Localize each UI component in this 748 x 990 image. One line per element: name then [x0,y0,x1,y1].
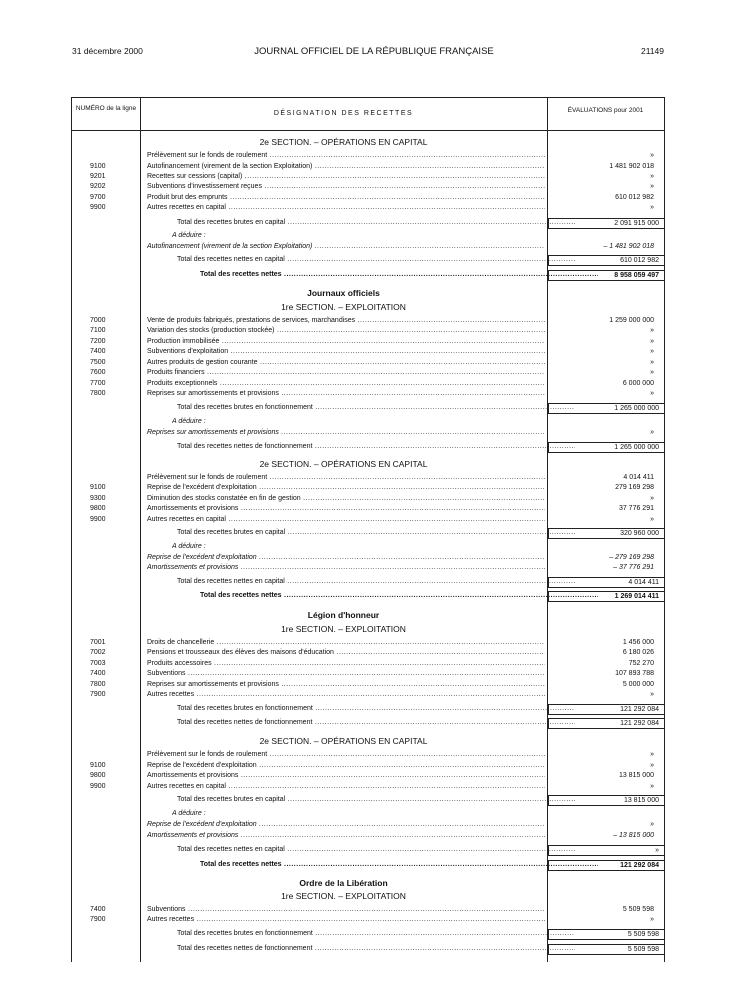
row-label: Subventions ..... [147,905,545,915]
table-row [72,553,664,563]
table-row [72,473,664,483]
line-number: 7003 [90,660,106,667]
row-label: Reprise de l'excédent d'exploitation ..... [147,553,545,563]
line-number: 7800 [90,681,106,688]
budget-title [72,878,664,888]
column-header-number: NUMÉRO de la ligne [75,105,137,112]
row-value: » [650,429,654,436]
row-label: Journaux officiels [307,288,380,298]
row-label: Autofinancement (virement de la section Exploitation) ..... [147,242,545,252]
table-row [72,242,664,252]
table-row [72,358,664,368]
row-value: 2 091 915 000 [548,218,665,229]
table-row [72,379,664,389]
row-label: Amortissements et provisions ..... [147,831,545,841]
row-label: Autres recettes en capital ..... [147,782,545,792]
row-value: » [650,691,654,698]
table-row [72,669,664,679]
header-title: JOURNAL OFFICIEL DE LA RÉPUBLIQUE FRANÇAISE [254,46,494,57]
row-label: Vente de produits fabriqués, prestations de services, marchandises ..... [147,316,545,326]
line-number: 7400 [90,670,106,677]
row-label: Autofinancement (virement de la section Exploitation) ..... [147,162,545,172]
row-value: » [650,916,654,923]
row-label: Total des recettes nettes ..... [200,860,598,870]
row-value: 121 292 084 [548,718,665,729]
row-value: » [650,762,654,769]
line-number: 7000 [90,317,106,324]
total-row [72,944,664,954]
row-label: Diminution des stocks constatée en fin de gestion ..... [147,494,545,504]
row-label: Reprises sur amortissements et provisions ..... [147,680,545,690]
row-label: Variation des stocks (production stockée) ..... [147,326,545,336]
row-label: Total des recettes brutes en fonctionnement ..... [177,403,575,413]
table-row [72,504,664,514]
table-row [72,915,664,925]
row-value: » [650,183,654,190]
row-label: Total des recettes nettes ..... [200,270,598,280]
row-label: Pensions et trousseaux des élèves des maisons d'éducation ..... [147,648,545,658]
row-value: » [650,204,654,211]
row-label: Subventions d'exploitation ..... [147,347,545,357]
row-value: 4 014 411 [623,474,654,481]
table-row [72,542,664,552]
row-label: Total des recettes nettes ..... [200,591,598,601]
row-value: » [650,751,654,758]
line-number: 9100 [90,484,106,491]
row-label: Total des recettes nettes en capital ..... [177,845,575,855]
line-number: 7700 [90,380,106,387]
row-label: Subventions ..... [147,669,545,679]
row-value: 13 815 000 [618,772,654,779]
line-number: 9900 [90,783,106,790]
section-heading [72,302,664,312]
row-label: Total des recettes brutes en fonctionnement ..... [177,704,575,714]
total-row [72,860,664,870]
table-row [72,203,664,213]
row-value: 1 265 000 000 [548,442,665,453]
row-label: Reprise de l'excédent d'exploitation ..... [147,820,545,830]
row-label: Autres recettes en capital ..... [147,515,545,525]
table-row [72,347,664,357]
line-number: 9201 [90,173,106,180]
line-number: 9800 [90,505,106,512]
line-number: 9300 [90,495,106,502]
table-row [72,771,664,781]
row-label: Ordre de la Libération [299,878,388,888]
table-row [72,638,664,648]
line-number: 7400 [90,348,106,355]
line-number: 7100 [90,327,106,334]
total-row [72,718,664,728]
total-row [72,255,664,265]
row-label: Produits accessoires ..... [147,659,545,669]
row-value: 1 259 000 000 [609,317,654,324]
total-row [72,929,664,939]
table-row [72,680,664,690]
table-body [72,98,664,962]
row-value: 1 456 000 [622,639,654,646]
row-value: 1 481 902 018 [609,163,654,170]
row-label: Recettes sur cessions (capital) ..... [147,172,545,182]
total-row [72,795,664,805]
row-value: » [650,783,654,790]
line-number: 7001 [90,639,106,646]
row-label: Autres recettes ..... [147,915,545,925]
total-row [72,218,664,228]
table-row [72,905,664,915]
line-number: 7900 [90,916,106,923]
line-number: 9900 [90,204,106,211]
row-label: 2e SECTION. – OPÉRATIONS EN CAPITAL [259,736,428,746]
row-label: Total des recettes nettes en capital ..... [177,577,575,587]
row-value: 121 292 084 [548,704,665,715]
row-label: Production immobilisée ..... [147,337,545,347]
total-row [72,270,664,280]
row-value: 5 509 598 [548,944,665,955]
table-row [72,337,664,347]
table-row [72,820,664,830]
row-value: 279 169 298 [615,484,654,491]
row-label: A déduire : [172,810,206,817]
table-row [72,231,664,241]
section-heading [72,137,664,147]
line-number: 7400 [90,906,106,913]
total-row [72,442,664,452]
line-number: 9100 [90,762,106,769]
row-label: Droits de chancellerie ..... [147,638,545,648]
row-value: 610 012 982 [615,194,654,201]
row-value: 5 000 000 [622,681,654,688]
row-label: Total des recettes brutes en capital ..... [177,218,575,228]
row-label: 1re SECTION. – EXPLOITATION [281,891,406,901]
row-label: Total des recettes brutes en capital ..... [177,528,575,538]
row-value: 121 292 084 [548,860,665,871]
row-value: » [650,516,654,523]
section-heading [72,459,664,469]
table-row [72,151,664,161]
section-heading [72,891,664,901]
table-row [72,389,664,399]
row-value: – 279 169 298 [609,554,654,561]
row-label: A déduire : [172,543,206,550]
row-label: Total des recettes brutes en fonctionnement ..... [177,929,575,939]
row-value: 37 776 291 [618,505,654,512]
row-value: 320 960 000 [548,528,665,539]
table-row [72,428,664,438]
row-value: 1 265 000 000 [548,403,665,414]
table-row [72,182,664,192]
total-row [72,577,664,587]
row-value: 1 269 014 411 [548,591,665,602]
row-label: Légion d'honneur [307,610,380,620]
row-value: 13 815 000 [548,795,665,806]
column-header-designation: DÉSIGNATION DES RECETTES [273,110,414,117]
line-number: 7200 [90,338,106,345]
table-row [72,750,664,760]
row-value: 6 180 026 [622,649,654,656]
line-number: 9900 [90,516,106,523]
row-value: » [650,173,654,180]
row-value: 6 000 000 [622,380,654,387]
row-label: Subventions d'investissement reçues ..... [147,182,545,192]
row-label: 2e SECTION. – OPÉRATIONS EN CAPITAL [259,459,428,469]
line-number: 9100 [90,163,106,170]
row-label: Total des recettes nettes en capital ..... [177,255,575,265]
row-value: » [650,338,654,345]
row-label: Autres recettes ..... [147,690,545,700]
table-row [72,483,664,493]
table-row [72,417,664,427]
row-value: » [650,369,654,376]
row-value: – 37 776 291 [613,564,654,571]
total-row [72,845,664,855]
row-value: » [650,821,654,828]
line-number: 7900 [90,691,106,698]
budget-title [72,610,664,620]
line-number: 7800 [90,390,106,397]
row-value: 8 958 059 497 [548,270,665,281]
total-row [72,403,664,413]
table-row [72,563,664,573]
table-row [72,316,664,326]
row-label: Produits financiers ..... [147,368,545,378]
row-label: Autres produits de gestion courante ..... [147,358,545,368]
row-value: 752 270 [628,660,654,667]
header-date: 31 décembre 2000 [72,46,143,56]
line-number: 9800 [90,772,106,779]
row-value: » [548,845,665,856]
table-row [72,193,664,203]
row-label: Amortissements et provisions ..... [147,563,545,573]
row-value: – 13 815 000 [613,832,654,839]
table-row [72,172,664,182]
row-value: – 1 481 902 018 [603,243,654,250]
row-label: Amortissements et provisions ..... [147,771,545,781]
row-label: Total des recettes brutes en capital ..... [177,795,575,805]
row-value: 107 893 788 [615,670,654,677]
section-heading [72,624,664,634]
row-label: Total des recettes nettes de fonctionnement ..... [177,944,575,954]
row-label: Reprise de l'excédent d'exploitation ..... [147,761,545,771]
section-heading [72,736,664,746]
row-label: 2e SECTION. – OPÉRATIONS EN CAPITAL [259,137,428,147]
total-row [72,591,664,601]
row-label: Prélèvement sur le fonds de roulement ..... [147,750,545,760]
row-label: Reprises sur amortissements et provisions ..... [147,389,545,399]
row-label: A déduire : [172,418,206,425]
line-number: 9202 [90,183,106,190]
row-label: Prélèvement sur le fonds de roulement ..... [147,151,545,161]
table-row [72,809,664,819]
row-label: Reprise de l'excédent d'exploitation ..... [147,483,545,493]
table-row [72,326,664,336]
row-value: » [650,327,654,334]
total-row [72,528,664,538]
line-number: 7002 [90,649,106,656]
table-row [72,831,664,841]
row-value: » [650,495,654,502]
table-row [72,761,664,771]
row-label: Produit brut des emprunts ..... [147,193,545,203]
row-value: 4 014 411 [548,577,665,588]
column-header-evaluation: ÉVALUATIONS pour 2001 [567,107,644,114]
row-label: Produits exceptionnels ..... [147,379,545,389]
table-row [72,648,664,658]
row-label: Amortissements et provisions ..... [147,504,545,514]
row-label: Total des recettes nettes de fonctionnement ..... [177,442,575,452]
row-value: 5 509 598 [622,906,654,913]
table-row [72,690,664,700]
revenue-table [71,97,665,962]
row-label: Prélèvement sur le fonds de roulement ..... [147,473,545,483]
line-number: 7500 [90,359,106,366]
row-label: 1re SECTION. – EXPLOITATION [281,624,406,634]
line-number: 9700 [90,194,106,201]
row-label: Autres recettes en capital ..... [147,203,545,213]
table-row [72,368,664,378]
row-label: Reprises sur amortissements et provisions ..... [147,428,545,438]
header-page-number: 21149 [640,46,664,56]
table-row [72,782,664,792]
table-row [72,162,664,172]
row-label: 1re SECTION. – EXPLOITATION [281,302,406,312]
table-row [72,659,664,669]
table-row [72,515,664,525]
row-label: A déduire : [172,232,206,239]
row-value: 5 509 598 [548,929,665,940]
row-value: » [650,390,654,397]
line-number: 7600 [90,369,106,376]
row-value: 610 012 982 [548,255,665,266]
row-label: Total des recettes nettes de fonctionnement ..... [177,718,575,728]
total-row [72,704,664,714]
row-value: » [650,359,654,366]
table-row [72,494,664,504]
row-value: » [650,152,654,159]
budget-title [72,288,664,298]
row-value: » [650,348,654,355]
